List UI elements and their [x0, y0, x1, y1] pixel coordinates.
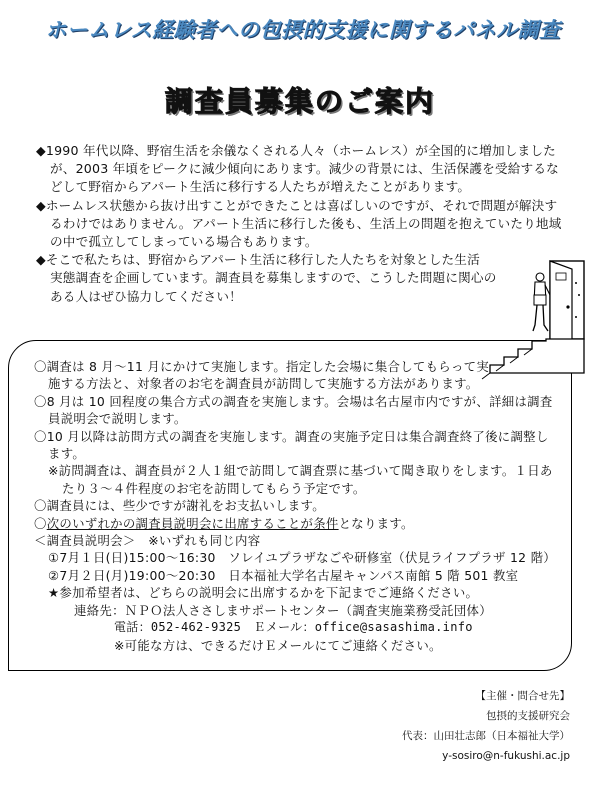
intro-paragraph-3-line-2: 実態調査を企画しています。調査員を募集しますので、こうした問題に関心の [50, 270, 497, 286]
detail-schedule: 〇調査は 8 月～11 月にかけて実施します。指定した会場に集合してもらって実 [34, 359, 490, 374]
detail-august: 〇8 月は 10 回程度の集合方式の調査を実施します。会場は名古屋市内ですが、詳細は調査 [34, 393, 553, 409]
detail-condition-end: となります。 [338, 515, 414, 531]
footer-organizer: 包摂的支援研究会 [486, 710, 570, 722]
contact-phone-email: 電話：052-462-9325 Ｅメール：office@sasashima.info [114, 620, 473, 635]
detail-visit-note: ※訪問調査は、調査員が２人１組で訪問して調査票に基づいて聞き取りをします。１日あ [48, 463, 553, 479]
intro-paragraph-2-line-3: の中で孤立してしまっている場合もあります。 [50, 234, 318, 250]
footer-representative: 代表：山田壮志郎（日本福祉大学） [402, 730, 570, 742]
contact-org: 連絡先：ＮＰＯ法人ささしまサポートセンター（調査実施業務受託団体） [74, 602, 492, 618]
detail-visit-note-line-2: たり３～４件程度のお宅を訪問してもらう予定です。 [62, 480, 366, 496]
intro-paragraph-1-line-2: が、2003 年頃をピークに減少傾向にあります。減少の背景には、生活保護を受給するな [50, 161, 559, 177]
contact-email-note: ※可能な方は、できるだけＥメールにてご連絡ください。 [114, 637, 442, 653]
intro-paragraph-3: ◆そこで私たちは、野宿からアパート生活に移行した人たちを対象とした生活 [36, 252, 480, 268]
detail-condition-underlined: 次のいずれかの調査員説明会に出席することが条件 [46, 515, 339, 531]
detail-reward: 〇調査員には、些少ですが謝礼をお支払いします。 [34, 498, 325, 514]
apply-note: ★参加希望者は、どちらの説明会に出席するかを下記までご連絡ください。 [48, 585, 479, 601]
detail-schedule-line-2: 施する方法と、対象者のお宅を調査員が訪問して実施する方法があります。 [48, 376, 479, 392]
detail-august-line-2: 員説明会で説明します。 [48, 411, 187, 427]
intro-paragraph-1: ◆1990 年代以降、野宿生活を余儀なくされる人々（ホームレス）が全国的に増加しました [36, 143, 556, 158]
details-section [34, 358, 564, 654]
footer-heading: 【主催・問合せ先】 [475, 690, 570, 702]
session-heading: ＜調査員説明会＞ ※いずれも同じ内容 [34, 533, 261, 549]
footer-email: y-sosiro@n-fukushi.ac.jp [442, 750, 570, 762]
detail-condition [34, 515, 564, 532]
detail-october: 〇10 月以降は訪問方式の調査を実施します。調査の実施予定日は集合調査終了後に調整し [34, 428, 549, 444]
intro-paragraph-3-line-3: ある人はぜひ協力してください！ [50, 288, 242, 304]
session-1: ①7月１日(日)15:00～16:30 ソレイユプラザなごや研修室（伏見ライフプラザ 12 階） [48, 550, 556, 566]
page-subtitle: 調査員募集のご案内 [164, 85, 435, 118]
session-2: ②7月２日(月)19:00～20:30 日本福祉大学名古屋キャンパス南館 5 階 501 教室 [48, 567, 519, 583]
detail-october-line-2: ます。 [48, 446, 86, 462]
footer [402, 686, 570, 766]
intro-paragraph-2: ◆ホームレス状態から抜け出すことができたことは喜ばしいのですが、それで問題が解決す [36, 197, 558, 213]
detail-condition-bullet: 〇 [34, 515, 47, 531]
page-title: ホームレス経験者への包摂的支援に関するパネル調査 [45, 18, 561, 42]
intro-paragraph-2-line-2: るわけではありません。アパート生活に移行した後も、生活上の問題を抱えていたり地域 [50, 215, 562, 231]
intro-paragraph-1-line-3: どして野宿からアパート生活に移行する人たちが増えたことがあります。 [50, 179, 471, 195]
